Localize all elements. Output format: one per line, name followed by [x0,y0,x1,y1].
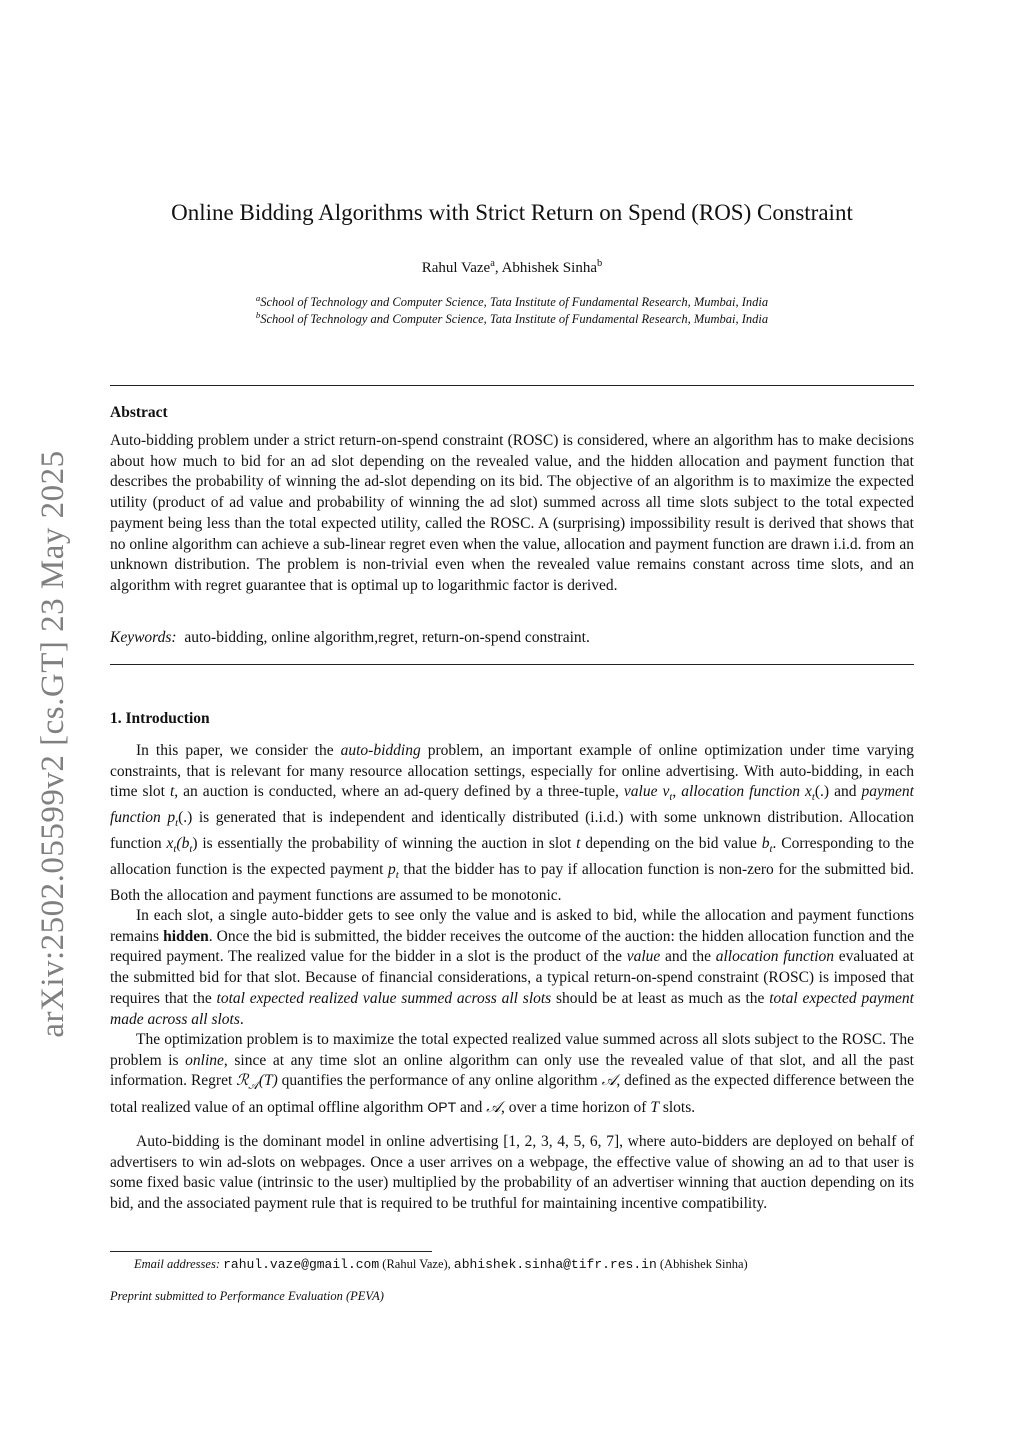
author-name: Rahul Vaze [421,260,491,276]
intro-paragraph-3: The optimization problem is to maximize the total expected realized value summed across all slots subject to the ROSC. The problem is online, since at any time slot an online algorithm can only use the revealed value of that slot, and all the past information. Regret ℛ$_𝒜$(T) quantifies the performance of any online algorithm 𝒜, defined as the expected difference between the total realized value of an optimal offline algorithm OPT and 𝒜, over a time horizon of T slots. [110,1031,914,1117]
keywords-list: auto-bidding, online algorithm,regret, return-on-spend constraint. [184,629,590,646]
keywords-label: Keywords: [110,629,177,646]
arxiv-identifier: arXiv:2502.05599v2 [cs.GT] 23 May 2025 [35,450,71,1038]
keywords [110,628,914,649]
author-superscript: b [596,258,603,269]
footnote-emails: Email addresses: rahul.vaze@gmail.com (Rahul Vaze), abhishek.sinha@tifr.res.in (Abhishek Sinha) [134,1257,748,1272]
intro-paragraph-1: In this paper, we consider the auto-bidding problem, an important example of online optimization under time varying constraints, that is relevant for many resource allocation settings, especially for online advertising. With auto-bidding, in each time slot t, an auction is conducted, where an ad-query defined by a three-tuple, value $v_t$, allocation function $x_t(.)$ and payment function $p_t(.)$ is generated that is independent and identically distributed (i.i.d.) with some unknown distribution. Allocation function $x_t(b_t)$ is essentially the probability of winning the auction in slot t depending on the bid value $b_t$. Corresponding to the allocation function is the expected payment $p_t$ that the bidder has to pay if allocation function is non-zero for the submitted bid. Both the allocation and payment functions are assumed to be monotonic. [110,742,915,904]
section-heading: 1. Introduction [110,710,210,727]
intro-paragraph-4: Auto-bidding is the dominant model in online advertising [1, 2, 3, 4, 5, 6, 7], where auto-bidders are deployed on behalf of advertisers to win ad-slots on webpages. Once a user arrives on a webpage, the effective value of showing an ad to that user is some fixed basic value (intrinsic to the user) multiplied by the probability of an advertiser winning that auction depending on its bid, and the associated payment rule that is required to be truthful for maintaining incentive compatibility. [110,1133,914,1213]
footnote-rule [110,1251,432,1252]
affiliation-a: $^a$School of Technology and Computer Science, Tata Institute of Fundamental Research, Mumbai, India [255,293,769,310]
abstract-text: Auto-bidding problem under a strict return-on-spend constraint (ROSC) is considered, where an algorithm has to make decisions about how much to bid for an ad slot depending on the revealed value, and the hidden allocation and payment function that describes the probability of winning the ad-slot depending on its bid. The objective of an algorithm is to maximize the expected utility (product of ad value and probability of winning the ad slot) summed across all time slots subject to the total expected payment being less than the total expected utility, called the ROSC. A (surprising) impossibility result is derived that shows that no online algorithm can achieve a sub-linear regret even when the value, allocation and payment function are drawn i.i.d. from an unknown distribution. The problem is non-trivial even when the revealed value remains constant across time slots, and an algorithm with regret guarantee that is optimal up to logarithmic factor is derived. [110,432,914,594]
paper-title: Online Bidding Algorithms with Strict Return on Spend (ROS) Constraint [171,200,853,225]
email-link[interactable]: abhishek.sinha@tifr.res.in [453,1257,657,1272]
author-superscript: a [490,258,495,269]
divider [110,385,914,386]
affiliation-b: $^b$School of Technology and Computer Science, Tata Institute of Fundamental Research, Mumbai, India [255,310,769,327]
abstract-heading: Abstract [110,404,168,421]
email-link[interactable]: rahul.vaze@gmail.com [223,1257,380,1272]
intro-paragraph-2: In each slot, a single auto-bidder gets to see only the value and is asked to bid, while the allocation and payment functions remains hidden. Once the bid is submitted, the bidder receives the outcome of the auction: the hidden allocation function and the required payment. The realized value for the bidder in a slot is the product of the value and the allocation function evaluated at the submitted bid for that slot. Because of financial considerations, a typical return-on-spend constraint (ROSC) is imposed that requires that the total expected realized value summed across all slots should be at least as much as the total expected payment made across all slots. [110,907,914,1028]
author-name: Abhishek Sinha [501,260,597,276]
preprint-note: Preprint submitted to Performance Evaluation (PEVA) [110,1289,384,1303]
divider [110,664,914,665]
author-list: Rahul Vaze$^a$, Abhishek Sinha$^b$ [421,258,603,276]
